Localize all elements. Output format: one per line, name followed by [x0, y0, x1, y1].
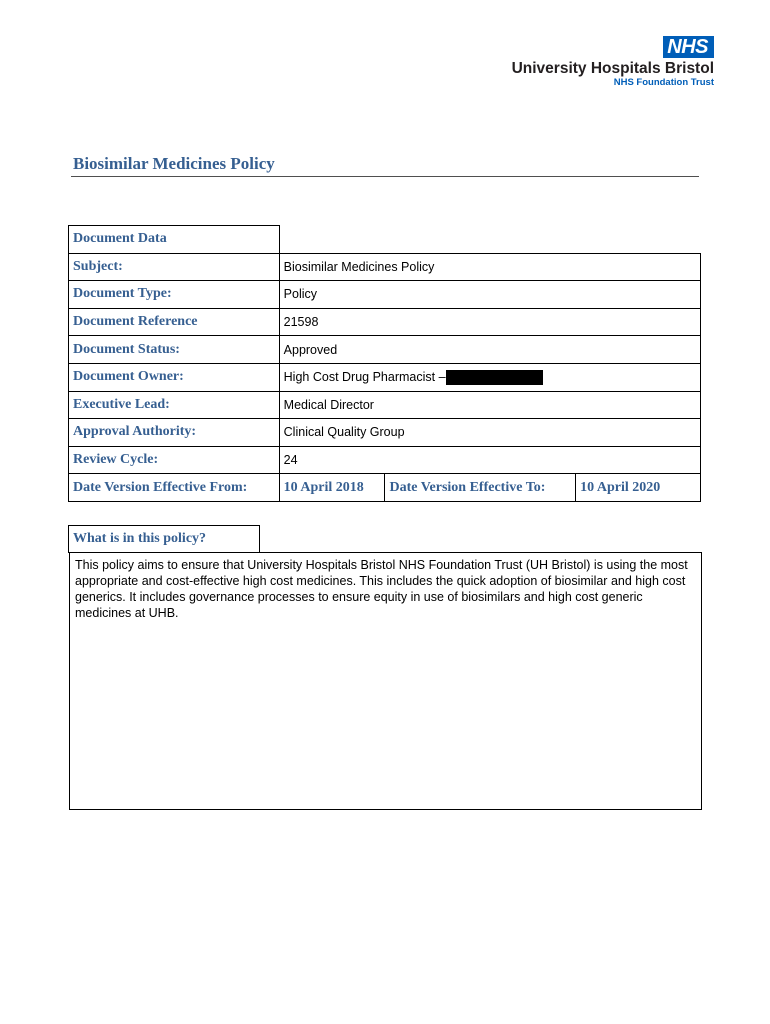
- row-value: [279, 363, 700, 391]
- org-name: University Hospitals Bristol: [511, 60, 714, 77]
- row-value: Clinical Quality Group: [279, 419, 700, 447]
- policy-summary-text: This policy aims to ensure that University Hospitals Bristol NHS Foundation Trust (UH Bristol) is using the most appropriate and cost-effective high cost medicines. This includes the quick adoption of biosimilar and high cost generics. It includes governance processes to ensure equity in use of biosimilars and high cost generic medicines at UHB.: [69, 552, 702, 810]
- row-label: Executive Lead:: [69, 391, 280, 419]
- table-row: [69, 281, 701, 309]
- effective-to-value: 10 April 2020: [576, 474, 701, 502]
- row-value: Biosimilar Medicines Policy: [279, 253, 700, 281]
- effective-from-value: 10 April 2018: [279, 474, 385, 502]
- row-label: Document Reference: [69, 308, 280, 336]
- row-label: Subject:: [69, 253, 280, 281]
- nhs-logo: [512, 36, 714, 88]
- row-value: Policy: [279, 281, 700, 309]
- table-row: [69, 336, 701, 364]
- row-value: Approved: [279, 336, 700, 364]
- row-label: Document Type:: [69, 281, 280, 309]
- org-subtitle: NHS Foundation Trust: [613, 77, 714, 88]
- owner-text: High Cost Drug Pharmacist –: [283, 369, 446, 384]
- table-row: [69, 419, 701, 447]
- row-label: Review Cycle:: [69, 446, 280, 474]
- table-row: [69, 391, 701, 419]
- effective-from-label: Date Version Effective From:: [69, 474, 280, 502]
- row-label: Document Owner:: [69, 363, 280, 391]
- table-row: [69, 226, 701, 254]
- table-row: [69, 308, 701, 336]
- policy-summary-heading: What is in this policy?: [69, 526, 260, 553]
- table-row: [69, 253, 701, 281]
- policy-summary-heading-box: [68, 525, 260, 553]
- effective-to-label: Date Version Effective To:: [385, 474, 576, 502]
- row-value: Medical Director: [279, 391, 700, 419]
- row-label: Document Status:: [69, 336, 280, 364]
- row-value: 24: [279, 446, 700, 474]
- table-row: [69, 363, 701, 391]
- row-value: 21598: [279, 308, 700, 336]
- document-data-heading: Document Data: [69, 226, 280, 254]
- redaction-block: [446, 370, 543, 385]
- nhs-badge: NHS: [663, 36, 714, 58]
- table-row: [69, 446, 701, 474]
- table-row: [69, 474, 701, 502]
- row-label: Approval Authority:: [69, 419, 280, 447]
- document-data-table: [68, 225, 701, 502]
- title-underline: [71, 176, 699, 177]
- page-title: Biosimilar Medicines Policy: [73, 154, 275, 173]
